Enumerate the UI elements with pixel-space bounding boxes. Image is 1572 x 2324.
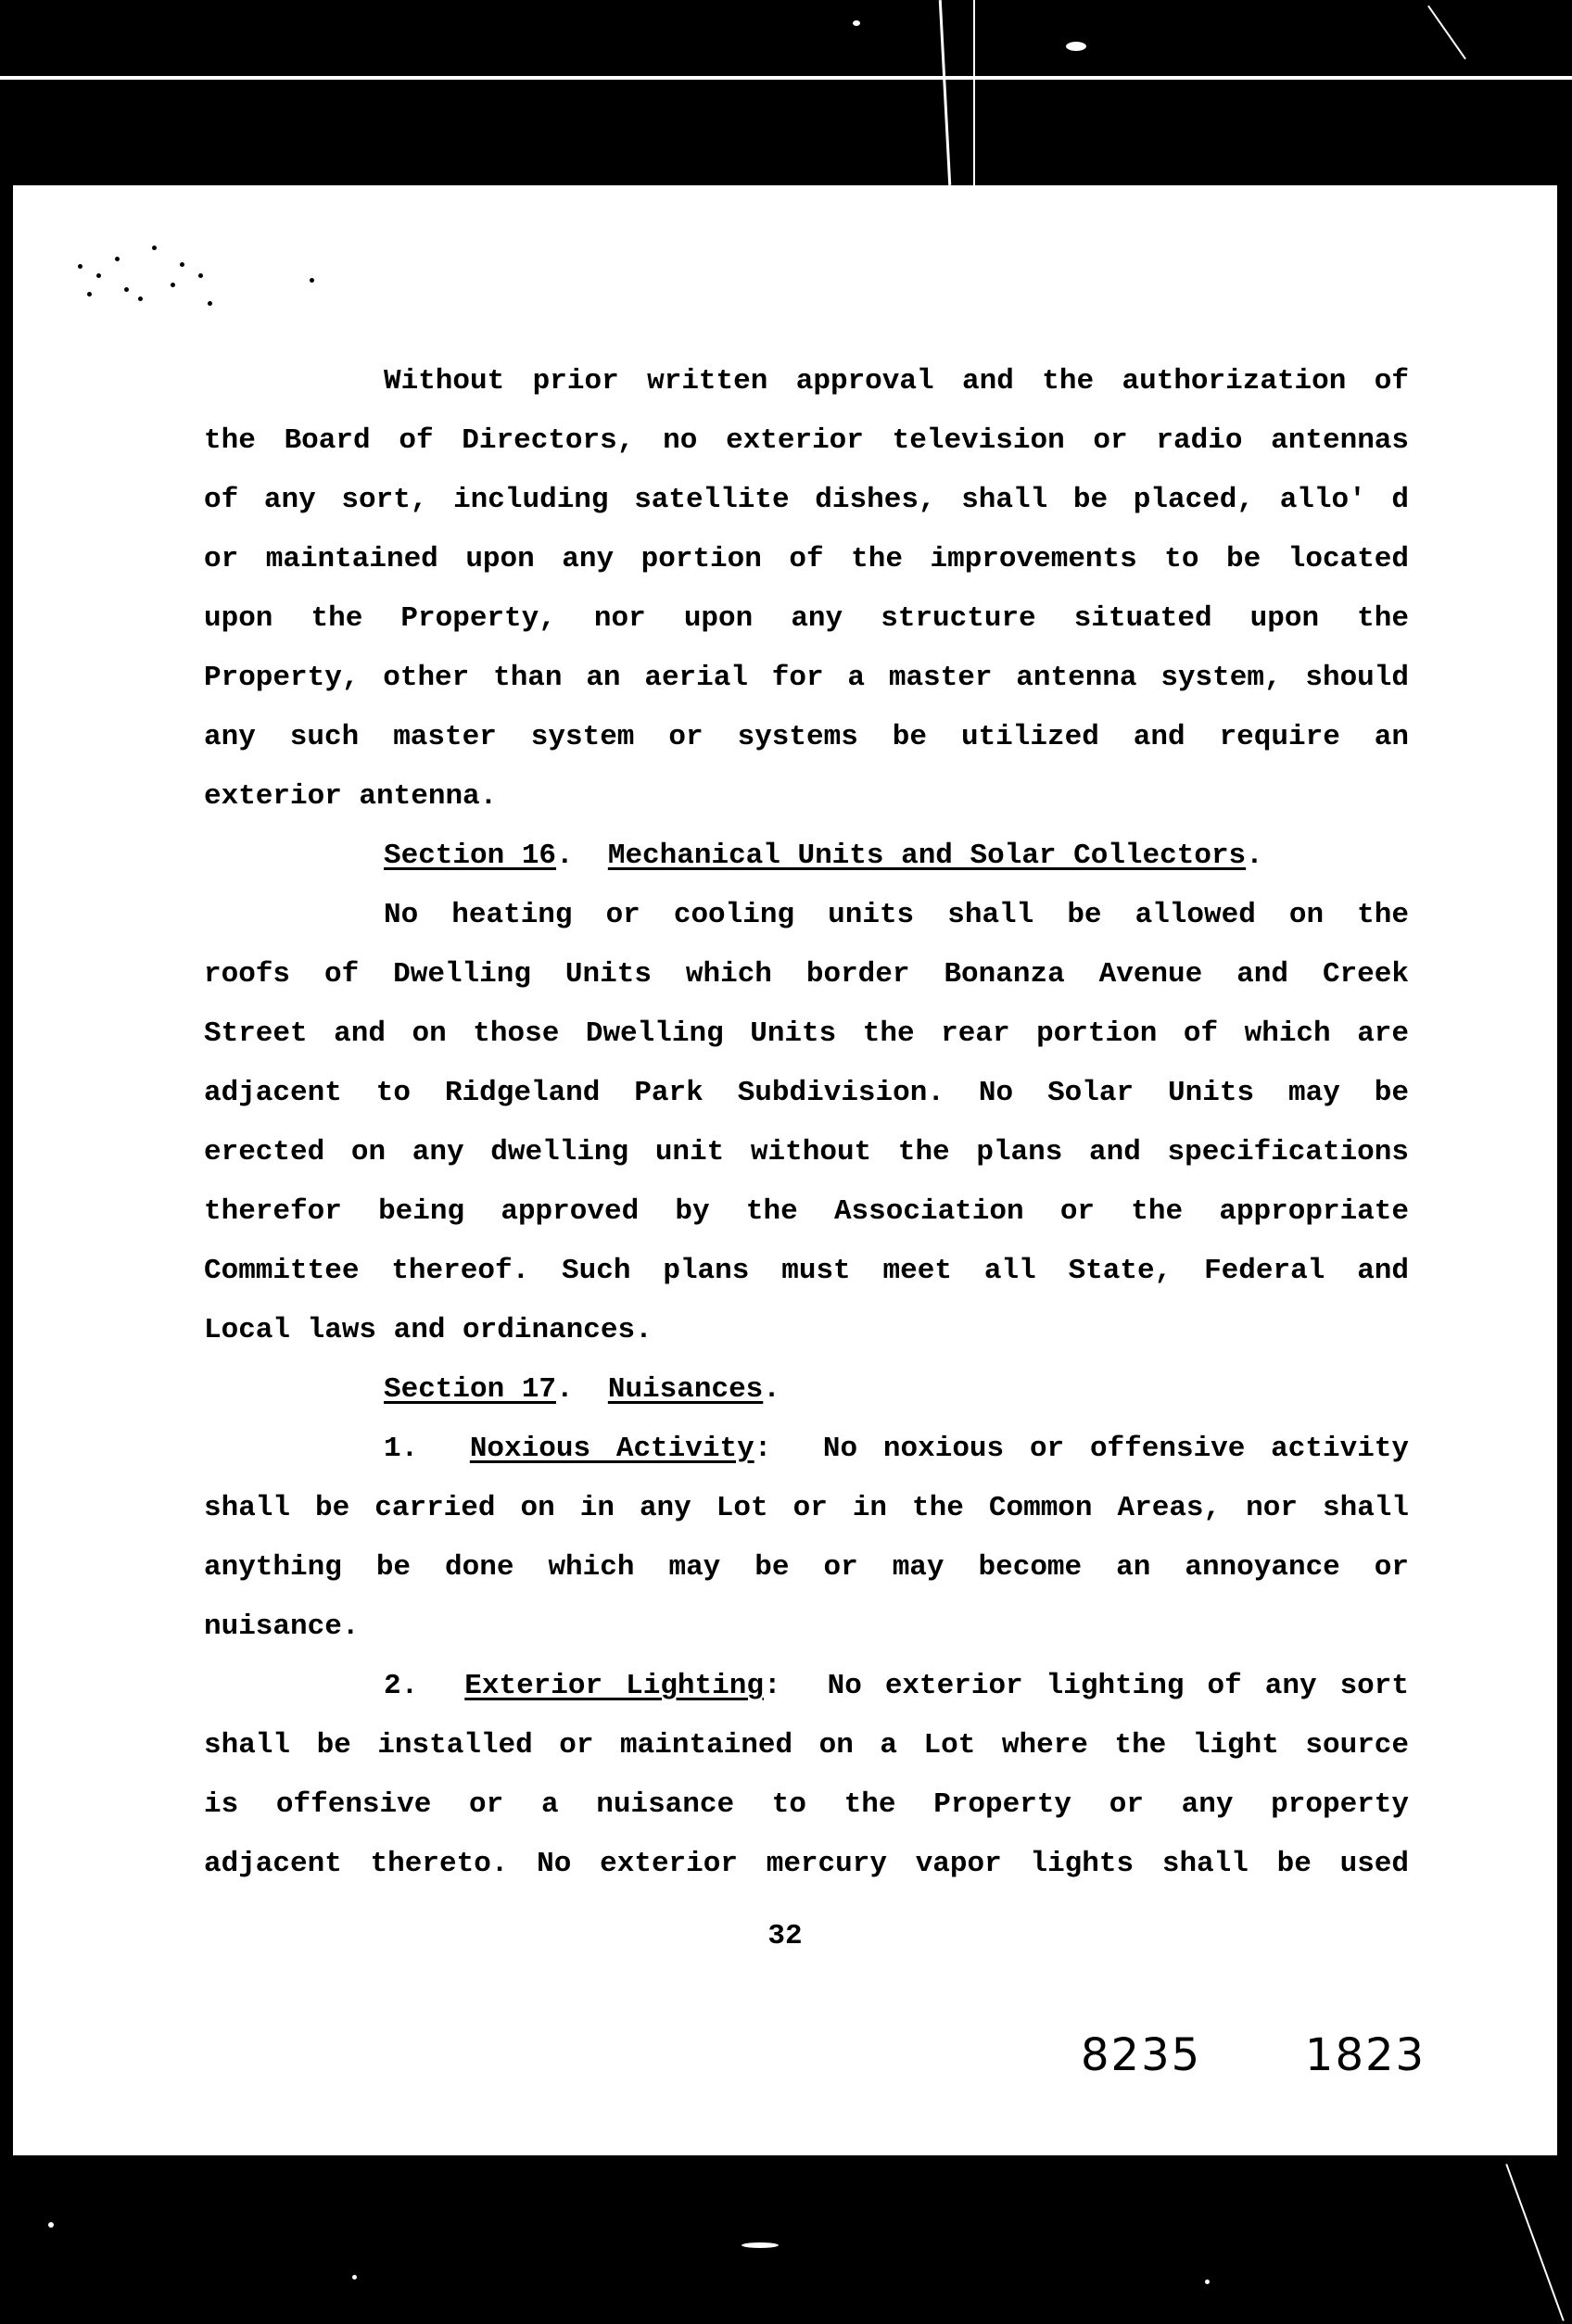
- scan-speck: [352, 2275, 357, 2280]
- scan-speck: [742, 2242, 779, 2248]
- paragraph-line: anything be done which may be or may become an annoyance or: [204, 1551, 1409, 1584]
- section-17-heading: Section 17. Nuisances.: [384, 1373, 780, 1406]
- item-1-title: Noxious Activity: [469, 1433, 754, 1465]
- item-1-first-line: 1. Noxious Activity: No noxious or offensive activity: [384, 1433, 1410, 1465]
- paragraph-line: Committee thereof. Such plans must meet all State, Federal and: [204, 1255, 1409, 1287]
- section-17-number: Section 17: [384, 1373, 557, 1406]
- paragraph-line: Local laws and ordinances.: [204, 1314, 653, 1346]
- paragraph-line: shall be installed or maintained on a Lot where the light source: [204, 1729, 1409, 1762]
- scan-artifact-line: [939, 0, 951, 185]
- paragraph-line: adjacent to Ridgeland Park Subdivision. No Solar Units may be: [204, 1077, 1409, 1109]
- paragraph-line: Property, other than an aerial for a master antenna system, should: [204, 662, 1409, 694]
- paragraph-line: the Board of Directors, no exterior television or radio antennas: [204, 424, 1409, 457]
- paragraph-line: nuisance.: [204, 1610, 360, 1643]
- paragraph-line: adjacent thereto. No exterior mercury vapor lights shall be used: [204, 1848, 1409, 1880]
- paragraph-line: upon the Property, nor upon any structure situated upon the: [204, 602, 1409, 635]
- section-17-title: Nuisances: [607, 1373, 764, 1406]
- paragraph-line: of any sort, including satellite dishes, shall be placed, allo' d: [204, 484, 1409, 516]
- item-1-text: No noxious or offensive activity: [822, 1433, 1410, 1465]
- paragraph-line: exterior antenna.: [204, 780, 498, 813]
- scan-artifact-line: [1505, 2164, 1564, 2321]
- scan-artifact-line: [1427, 6, 1466, 59]
- page-number: 32: [767, 1920, 803, 1952]
- scan-dots: [69, 246, 235, 320]
- section-16-number: Section 16: [384, 840, 557, 872]
- scan-speck: [1066, 42, 1086, 51]
- paragraph-line: Street and on those Dwelling Units the rear portion of which are: [204, 1017, 1409, 1050]
- paragraph-line: erected on any dwelling unit without the plans and specifications: [204, 1136, 1409, 1168]
- paragraph-line: or maintained upon any portion of the improvements to be located: [204, 543, 1409, 575]
- item-2-first-line: 2. Exterior Lighting: No exterior lighting of any sort: [384, 1670, 1409, 1702]
- scan-speck: [48, 2222, 54, 2228]
- document-body: [204, 352, 1409, 1894]
- paragraph-line: shall be carried on in any Lot or in the Common Areas, nor shall: [204, 1492, 1409, 1524]
- scan-artifact-line: [973, 0, 975, 185]
- document-page: [13, 185, 1557, 2155]
- item-2-title: Exterior Lighting: [464, 1670, 764, 1702]
- item-2-text: No exterior lighting of any sort: [827, 1670, 1409, 1702]
- paragraph-line: No heating or cooling units shall be allowed on the: [384, 899, 1409, 931]
- paragraph-line: any such master system or systems be utilized and require an: [204, 721, 1409, 753]
- section-16-heading: Section 16. Mechanical Units and Solar Collectors.: [384, 840, 1263, 872]
- scan-speck: [853, 20, 860, 26]
- paragraph-line: Without prior written approval and the authorization of: [384, 365, 1409, 398]
- paragraph-line: therefor being approved by the Association or the appropriate: [204, 1195, 1409, 1228]
- scan-border-line: [0, 76, 1572, 80]
- item-1-number: 1.: [384, 1433, 419, 1465]
- paragraph-line: roofs of Dwelling Units which border Bonanza Avenue and Creek: [204, 958, 1409, 991]
- paragraph-line: is offensive or a nuisance to the Property or any property: [204, 1788, 1409, 1821]
- section-16-title: Mechanical Units and Solar Collectors: [607, 840, 1247, 872]
- item-2-number: 2.: [384, 1670, 419, 1702]
- scan-speck: [1205, 2280, 1210, 2284]
- record-book-page-number: 8235 1823: [1081, 2029, 1426, 2081]
